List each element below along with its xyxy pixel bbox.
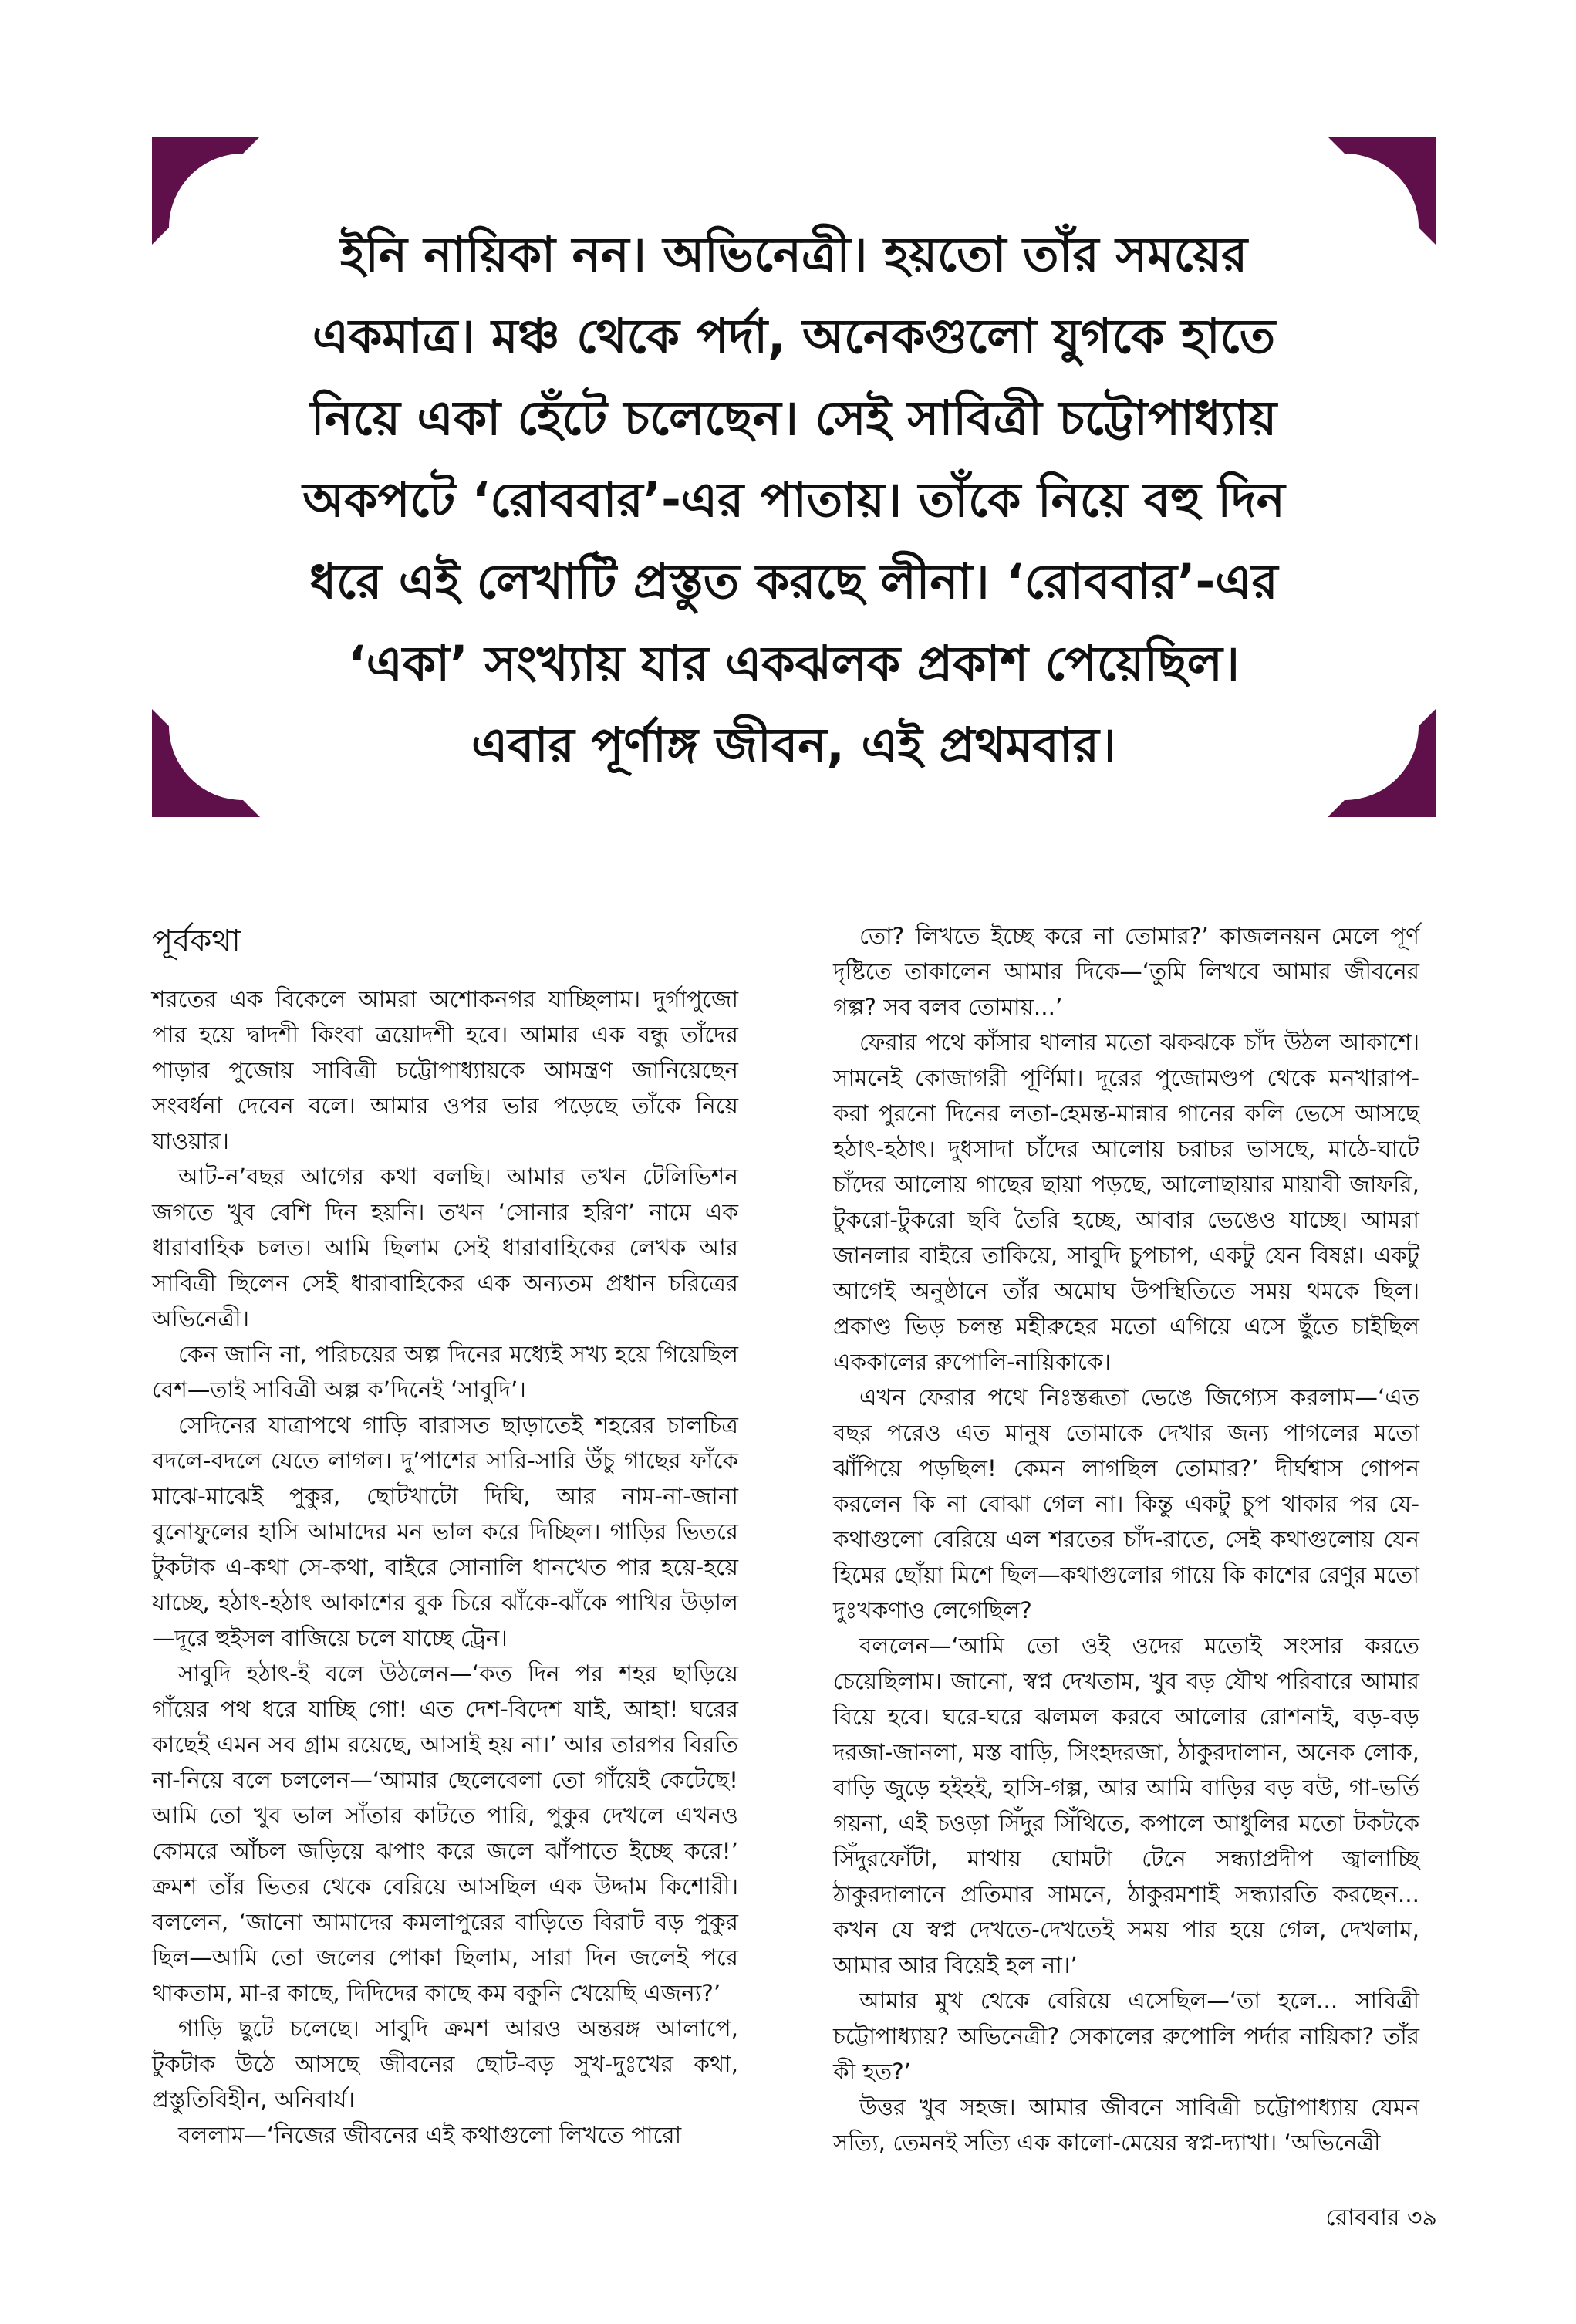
paragraph: সাবুদি হঠাৎ-ই বলে উঠলেন—‘কত দিন পর শহর ছাড়িয়ে গাঁয়ের পথ ধরে যাচ্ছি গো! এত দেশ-বিদেশ যাই, আহা! ঘরের কাছেই এমন সব গ্রাম রয়েছে, আসাই হয় না।’ আর তারপর বিরতি না-নিয়ে বলে চললেন—‘আমার ছেলেবেলা তো গাঁয়েই কেটেছে! আমি তো খুব ভাল সাঁতার কাটতে পারি, পুকুর দেখলে এখনও কোমরে আঁচল জড়িয়ে ঝপাং করে জলে ঝাঁপাতে ইচ্ছে করে!’ ক্রমশ তাঁর ভিতর থেকে বেরিয়ে আসছিল এক উদ্দাম কিশোরী। বললেন, ‘জানো আমাদের কমলাপুরের বাড়িতে বিরাট বড় পুকুর ছিল—আমি তো জলের পোকা ছিলাম, সারা দিন জলেই পরে থাকতাম, মা-র কাছে, দিদিদের কাছে কম বকুনি খেয়েছি এজন্য?’ (152, 1660, 738, 2006)
paragraph: আমার মুখ থেকে বেরিয়ে এসেছিল—‘তা হলে... সাবিত্রী চট্টোপাধ্যায়? অভিনেত্রী? সেকালের রুপোলি পর্দার নায়িকা? তাঁর কী হত?’ (833, 1988, 1419, 2085)
article-column-right (833, 918, 1419, 2160)
paragraph: বললাম—‘নিজের জীবনের এই কথাগুলো লিখতে পারো (178, 2122, 682, 2148)
paragraph: এখন ফেরার পথে নিঃস্তব্ধতা ভেঙে জিগ্যেস করলাম—‘এত বছর পরেও এত মানুষ তোমাকে দেখার জন্য পাগলের মতো ঝাঁপিয়ে পড়ছিল! কেমন লাগছিল তোমার?’ দীর্ঘশ্বাস গোপন করলেন কি না বোঝা গেল না। কিন্তু একটু চুপ থাকার পর যে-কথাগুলো বেরিয়ে এল শরতের চাঁদ-রাতে, সেই কথাগুলোয় যেন হিমের ছোঁয়া মিশে ছিল—কথাগুলোর গায়ে কি কাশের রেণুর মতো দুঃখকণাও লেগেছিল? (833, 1384, 1419, 1623)
section-heading: পূর্বকথা (152, 924, 241, 959)
page-footer: রোববার ৩৯ (1325, 2204, 1437, 2231)
paragraph: তো? লিখতে ইচ্ছে করে না তোমার?’ কাজলনয়ন মেলে পূর্ণ দৃষ্টিতে তাকালেন আমার দিকে—‘তুমি লিখবে আমার জীবনের গল্প? সব বলব তোমায়...’ (833, 923, 1419, 1020)
paragraph: গাড়ি ছুটে চলেছে। সাবুদি ক্রমশ আরও অন্তরঙ্গ আলাপে, টুকটাক উঠে আসছে জীবনের ছোট-বড় সুখ-দুঃখের কথা, প্রস্তুতিবিহীন, অনিবার্য। (152, 2015, 738, 2113)
paragraph: বললেন—‘আমি তো ওই ওদের মতোই সংসার করতে চেয়েছিলাম। জানো, স্বপ্ন দেখতাম, খুব বড় যৌথ পরিবারে আমার বিয়ে হবে। ঘরে-ঘরে ঝলমল করবে আলোর রোশনাই, বড়-বড় দরজা-জানলা, মস্ত বাড়ি, সিংহদরজা, ঠাকুরদালান, অনেক লোক, বাড়ি জুড়ে হইহই, হাসি-গল্প, আর আমি বাড়ির বড় বউ, গা-ভর্তি গয়না, এই চওড়া সিঁদুর সিঁথিতে, কপালে আধুলির মতো টকটকে সিঁদুরফোঁটা, মাথায় ঘোমটা টেনে সন্ধ্যাপ্রদীপ জ্বালাচ্ছি ঠাকুরদালানে প্রতিমার সামনে, ঠাকুরমশাই সন্ধ্যারতি করছেন... কখন যে স্বপ্ন দেখতে-দেখতেই সময় পার হয়ে গেল, দেখলাম, আমার আর বিয়েই হল না।’ (833, 1633, 1419, 1978)
pull-quote-text: ইনি নায়িকা নন। অভিনেত্রী। হয়তো তাঁর সময়ের একমাত্র। মঞ্চ থেকে পর্দা, অনেকগুলো যুগকে হাতে নিয়ে একা হেঁটে চলেছেন। সেই সাবিত্রী চট্টোপাধ্যায় অকপটে ‘রোববার’-এর পাতায়। তাঁকে নিয়ে বহু দিন ধরে এই লেখাটি প্রস্তুত করছে লীনা। ‘রোববার’-এর ‘একা’ সংখ্যায় যার একঝলক প্রকাশ পেয়েছিল। এবার পূর্ণাঙ্গ জীবন, এই প্রথমবার। (302, 226, 1285, 773)
paragraph: আট-ন’বছর আগের কথা বলছি। আমার তখন টেলিভিশন জগতে খুব বেশি দিন হয়নি। তখন ‘সোনার হরিণ’ নামে এক ধারাবাহিক চলত। আমি ছিলাম সেই ধারাবাহিকের লেখক আর সাবিত্রী ছিলেন সেই ধারাবাহিকের এক অন্যতম প্রধান চরিত্রের অভিনেত্রী। (152, 1164, 738, 1332)
pull-quote-box (152, 137, 1436, 817)
paragraph: সেদিনের যাত্রাপথে গাড়ি বারাসত ছাড়াতেই শহরের চালচিত্র বদলে-বদলে যেতে লাগল। দু’পাশের সারি-সারি উঁচু গাছের ফাঁকে মাঝে-মাঝেই পুকুর, ছোটখাটো দিঘি, আর নাম-না-জানা বুনোফুলের হাসি আমাদের মন ভাল করে দিচ্ছিল। গাড়ির ভিতরে টুকটাক এ-কথা সে-কথা, বাইরে সোনালি ধানখেত পার হয়ে-হয়ে যাচ্ছে, হঠাৎ-হঠাৎ আকাশের বুক চিরে ঝাঁকে-ঝাঁকে পাখির উড়াল—দূরে হুইসল বাজিয়ে চলে যাচ্ছে ট্রেন। (152, 1412, 738, 1651)
paragraph: ফেরার পথে কাঁসার থালার মতো ঝকঝকে চাঁদ উঠল আকাশে। সামনেই কোজাগরী পূর্ণিমা। দূরের পুজোমণ্ডপ থেকে মনখারাপ-করা পুরনো দিনের লতা-হেমন্ত-মান্নার গানের কলি ভেসে আসছে হঠাৎ-হঠাৎ। দুধসাদা চাঁদের আলোয় চরাচর ভাসছে, মাঠে-ঘাটে চাঁদের আলোয় গাছের ছায়া পড়ছে, আলোছায়ার মায়াবী জাফরি, টুকরো-টুকরো ছবি তৈরি হচ্ছে, আবার ভেঙেও যাচ্ছে। আমরা জানলার বাইরে তাকিয়ে, সাবুদি চুপচাপ, একটু যেন বিষণ্ণ। একটু আগেই অনুষ্ঠানে তাঁর অমোঘ উপস্থিতিতে সময় থমকে ছিল। প্রকাণ্ড ভিড় চলন্ত মহীরুহের মতো এগিয়ে এসে ছুঁতে চাইছিল এককালের রুপোলি-নায়িকাকে। (833, 1029, 1419, 1375)
paragraph: উত্তর খুব সহজ। আমার জীবনে সাবিত্রী চট্টোপাধ্যায় যেমন সত্যি, তেমনই সত্যি এক কালো-মেয়ের স্বপ্ন-দ্যাখা। ‘অভিনেত্রী (833, 2094, 1419, 2156)
article-column-left (152, 981, 738, 2153)
paragraph: কেন জানি না, পরিচয়ের অল্প দিনের মধ্যেই সখ্য হয়ে গিয়েছিল বেশ—তাই সাবিত্রী অল্প ক’দিনেই ‘সাবুদি’। (152, 1341, 738, 1403)
paragraph: শরতের এক বিকেলে আমরা অশোকনগর যাচ্ছিলাম। দুর্গাপুজো পার হয়ে দ্বাদশী কিংবা ত্রয়োদশী হবে। আমার এক বন্ধু তাঁদের পাড়ার পুজোয় সাবিত্রী চট্টোপাধ্যায়কে আমন্ত্রণ জানিয়েছেন সংবর্ধনা দেবেন বলে। আমার ওপর ভার পড়েছে তাঁকে নিয়ে যাওয়ার। (152, 986, 738, 1154)
